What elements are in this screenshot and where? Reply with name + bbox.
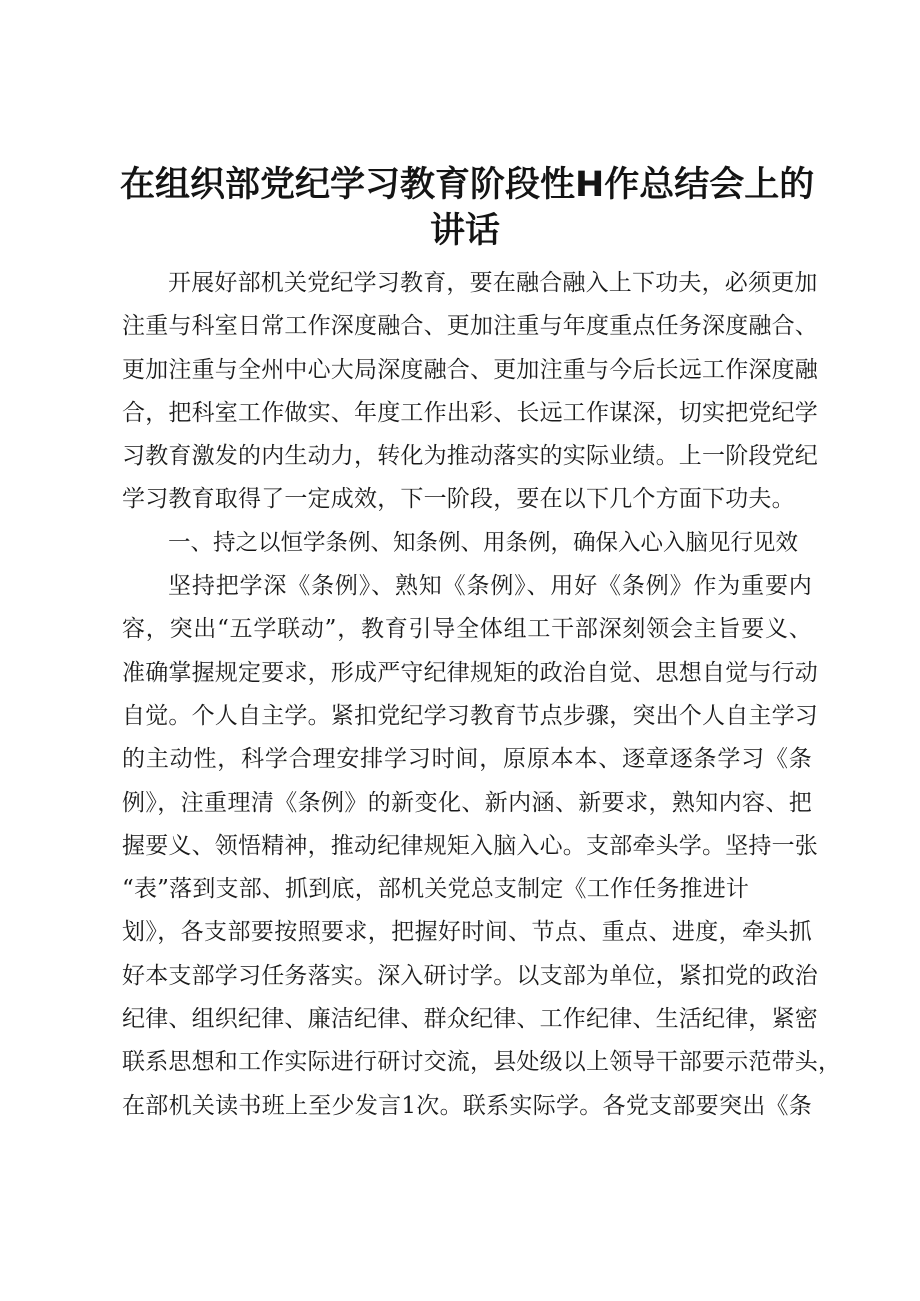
paragraph-line: 习教育激发的内生动力，转化为推动落实的实际业绩。上一阶段党纪 xyxy=(122,443,818,470)
intro-paragraph xyxy=(122,262,818,522)
paragraph-line: 纪律、组织纪律、廉洁纪律、群众纪律、工作纪律、生活纪律，紧密 xyxy=(122,1006,818,1033)
paragraph-line: 好本支部学习任务落实。深入研讨学。以支部为单位，紧扣党的政治 xyxy=(122,962,818,989)
document-title xyxy=(120,162,815,254)
title-line-1: 在组织部党纪学习教育阶段性H作总结会上的 xyxy=(120,165,815,205)
paragraph-line: “表”落到支部、抓到底，部机关党总支制定《工作任务推进计 xyxy=(122,876,750,903)
paragraph-line: 自觉。个人自主学。紧扣党纪学习教育节点步骤，突出个人自主学习 xyxy=(122,702,818,729)
paragraph-line: 例》，注重理清《条例》的新变化、新内涵、新要求，熟知内容、把 xyxy=(122,789,812,816)
paragraph-line: 更加注重与全州中心大局深度融合、更加注重与今后长远工作深度融 xyxy=(122,356,818,383)
paragraph-line: 在部机关读书班上至少发言1次。联系实际学。各党支部要突出《条 xyxy=(122,1092,812,1119)
paragraph-line: 学习教育取得了一定成效，下一阶段，要在以下几个方面下功夫。 xyxy=(122,486,795,513)
paragraph-line: 的主动性，科学合理安排学习时间，原原本本、逐章逐条学习《条 xyxy=(122,746,812,773)
paragraph-line: 划》，各支部要按照要求，把握好时间、节点、重点、进度，牵头抓 xyxy=(122,919,812,946)
paragraph-line: 合，把科室工作做实、年度工作出彩、长远工作谋深，切实把党纪学 xyxy=(122,399,818,426)
title-line-2: 讲话 xyxy=(429,211,500,251)
document-body xyxy=(122,262,842,1128)
paragraph-line: 容，突出“五学联动”，教育引导全体组工干部深刻领会主旨要义、 xyxy=(122,616,812,643)
paragraph-line: 准确掌握规定要求，形成严守纪律规矩的政治自觉、思想自觉与行动 xyxy=(122,659,818,686)
section-paragraph xyxy=(122,565,842,1128)
paragraph-line: 坚持把学深《条例》、熟知《条例》、用好《条例》作为重要内 xyxy=(168,573,812,600)
paragraph-line: 注重与科室日常工作深度融合、更加注重与年度重点任务深度融合、 xyxy=(122,313,818,340)
paragraph-line: 联系思想和工作实际进行研讨交流，县处级以上领导干部要示范带头， xyxy=(122,1049,842,1076)
paragraph-line: 握要义、领悟精神，推动纪律规矩入脑入心。支部牵头学。坚持一张 xyxy=(122,832,818,859)
paragraph-line: 开展好部机关党纪学习教育，要在融合融入上下功夫，必须更加 xyxy=(168,270,818,296)
section-heading: 一、持之以恒学条例、知条例、用条例，确保入心入脑见行见效 xyxy=(168,529,799,556)
